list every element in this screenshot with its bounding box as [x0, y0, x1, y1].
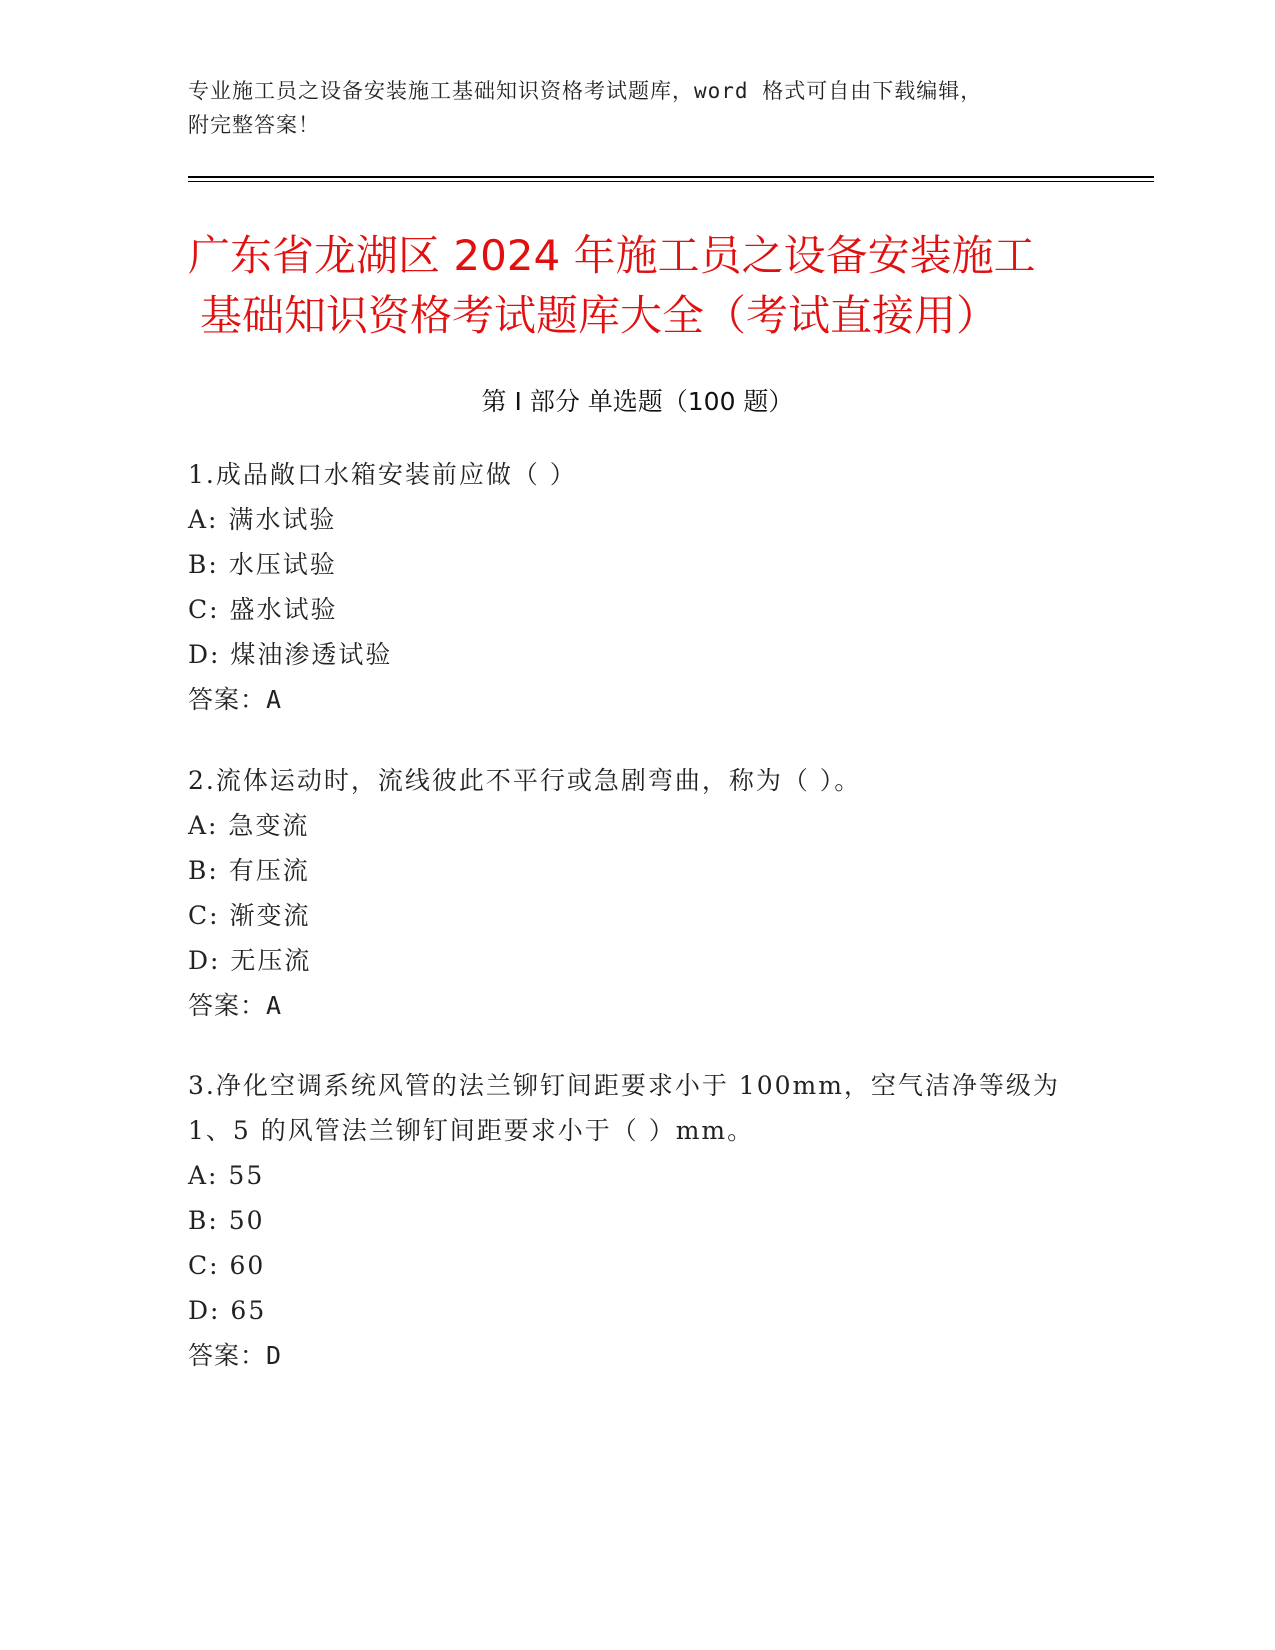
answer-value: A: [266, 991, 283, 1020]
answer-label: 答案：: [188, 991, 267, 1020]
option-c: C: 渐变流: [188, 901, 311, 930]
option-c: C: 盛水试验: [188, 595, 338, 624]
header-note-line: 专业施工员之设备安装施工基础知识资格考试题库，word 格式可自由下载编辑，: [188, 79, 983, 103]
answer-line: [188, 983, 1088, 1028]
question-block: [188, 1063, 1088, 1378]
answer-value: D: [266, 1341, 283, 1370]
question-stem-continued: 1、5 的风管法兰铆钉间距要求小于（ ）mm。: [188, 1116, 755, 1145]
option-b: B: 50: [188, 1206, 265, 1235]
section-title: 第 I 部分 单选题（100 题）: [481, 387, 794, 416]
header-note: [188, 74, 1088, 142]
option-d: D: 无压流: [188, 946, 312, 975]
header-divider-thick: [188, 176, 1154, 178]
option-d: D: 煤油渗透试验: [188, 640, 393, 669]
document-title-line: 广东省龙湖区 2024 年施工员之设备安装施工: [188, 231, 1036, 280]
question-block: [188, 452, 1088, 722]
question-stem: 3.净化空调系统风管的法兰铆钉间距要求小于 100mm，空气洁净等级为: [188, 1071, 1060, 1100]
answer-value: A: [266, 685, 283, 714]
answer-line: [188, 1333, 1088, 1378]
document-title: [188, 226, 1088, 346]
option-a: A: 55: [188, 1161, 265, 1190]
document-title-line: 基础知识资格考试题库大全（考试直接用）: [200, 291, 999, 340]
option-b: B: 水压试验: [188, 550, 337, 579]
option-d: D: 65: [188, 1296, 267, 1325]
question-block: [188, 758, 1088, 1028]
question-stem: 1.成品敞口水箱安装前应做（ ）: [188, 460, 577, 489]
option-a: A: 急变流: [188, 811, 310, 840]
option-a: A: 满水试验: [188, 505, 337, 534]
answer-label: 答案：: [188, 1341, 267, 1370]
option-c: C: 60: [188, 1251, 266, 1280]
header-divider-thin: [188, 181, 1154, 182]
question-stem: 2.流体运动时，流线彼此不平行或急剧弯曲，称为（ ）。: [188, 766, 862, 795]
answer-label: 答案：: [188, 685, 267, 714]
option-b: B: 有压流: [188, 856, 310, 885]
header-note-line: 附完整答案！: [188, 113, 320, 137]
answer-line: [188, 677, 1088, 722]
